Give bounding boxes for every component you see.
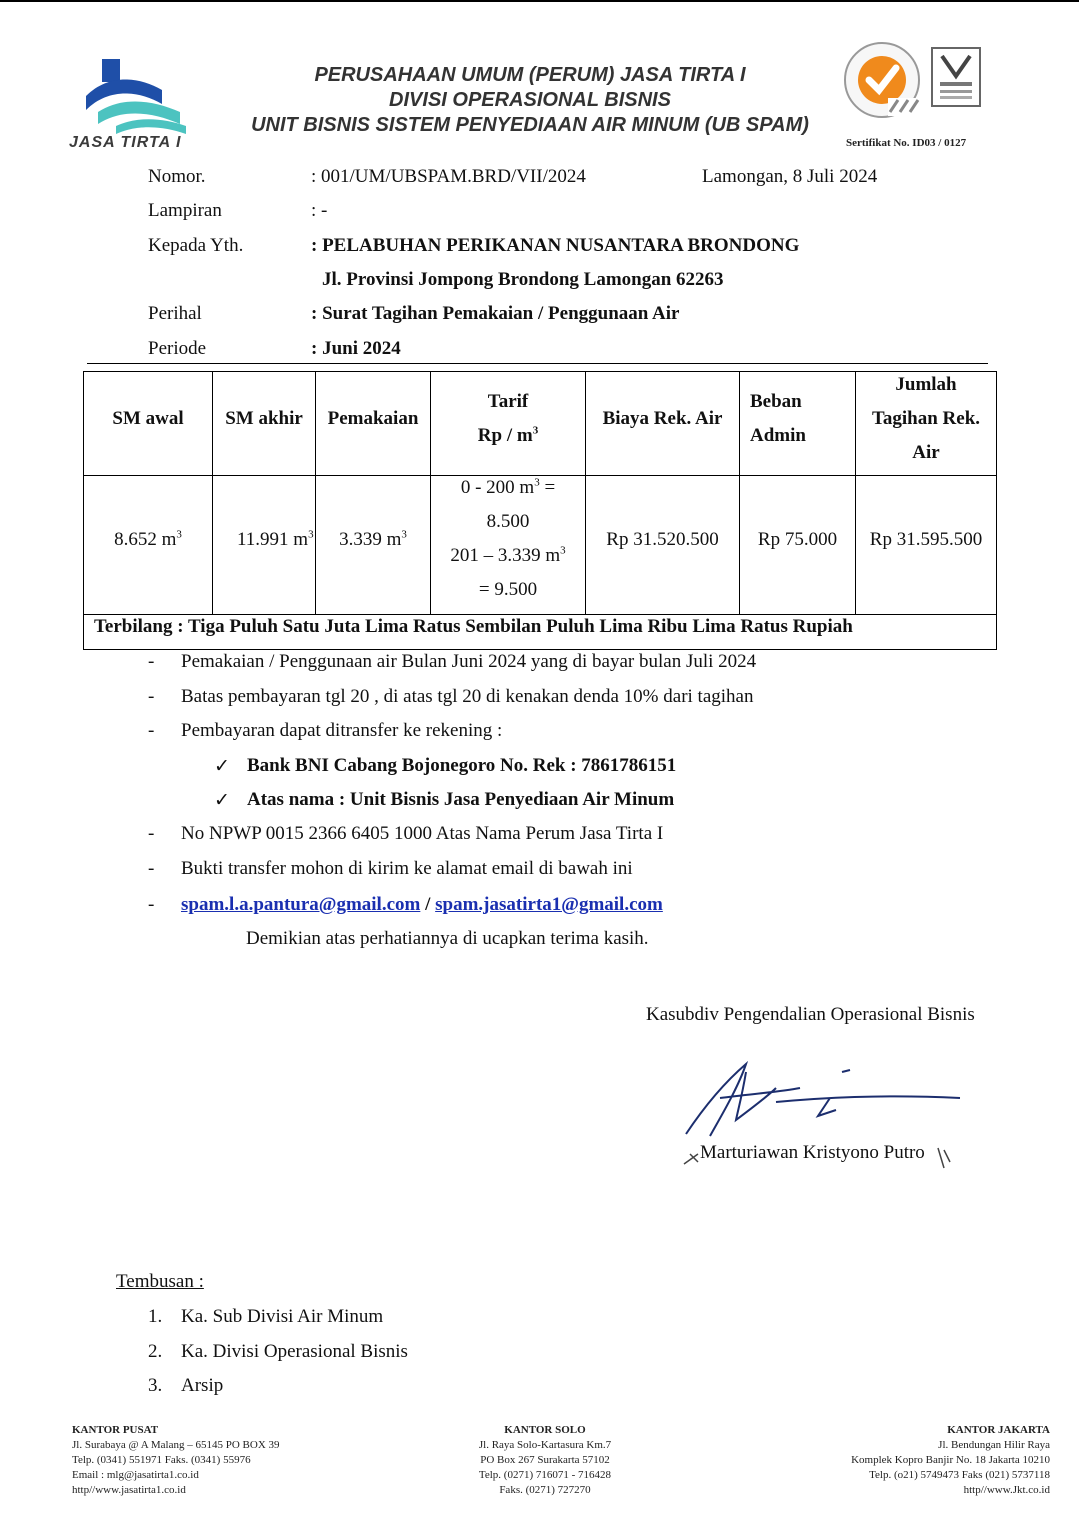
perihal-label: Perihal (148, 303, 202, 324)
footer-line: Telp. (o21) 5749473 Faks (021) 5737118 (869, 1469, 1050, 1481)
checkmark-icon: ✓ (214, 756, 230, 777)
col-sm-awal: SM awal (112, 408, 184, 429)
division-name: DIVISI OPERASIONAL BISNIS (389, 89, 671, 111)
note-deadline: Batas pembayaran tgl 20 , di atas tgl 20 di kenakan denda 10% dari tagihan (181, 686, 754, 707)
tarif-line4: = 9.500 (478, 579, 538, 600)
note-usage: Pemakaian / Penggunaan air Bulan Juni 2024 yang di bayar bulan Juli 2024 (181, 651, 757, 672)
tembusan-number: 2. (148, 1341, 163, 1362)
recipient-address: Jl. Provinsi Jompong Brondong Lamongan 62263 (322, 269, 724, 290)
nomor-label: Nomor. (148, 166, 206, 187)
bullet-dash: - (148, 858, 155, 879)
col-tarif (431, 385, 585, 453)
cell-jumlah: Rp 31.595.500 (869, 529, 983, 550)
cell-tarif (431, 471, 585, 607)
footer-line: http//www.jasatirta1.co.id (72, 1484, 186, 1496)
cell-pemakaian: 3.339 $m^3$ (339, 528, 407, 550)
tembusan-number: 1. (148, 1306, 163, 1327)
note-transfer: Pembayaran dapat ditransfer ke rekening : (181, 720, 503, 741)
terbilang: Terbilang : Tiga Puluh Satu Juta Lima Ratus Sembilan Puluh Lima Ribu Lima Ratus Rupiah (94, 616, 853, 637)
col-jumlah-line1: Jumlah (895, 374, 957, 395)
kan-accreditation-seal-icon (930, 46, 982, 108)
company-name: PERUSAHAAN UMUM (PERUM) JASA TIRTA I (314, 64, 746, 86)
col-sm-akhir: SM akhir (225, 408, 303, 429)
tembusan-item: Ka. Divisi Operasional Bisnis (181, 1341, 408, 1362)
checkmark-icon: ✓ (214, 790, 230, 811)
signatory-title: Kasubdiv Pengendalian Operasional Bisnis (646, 1004, 975, 1025)
email-link-2[interactable]: spam.jasatirta1@gmail.com (435, 894, 663, 915)
note-npwp: No NPWP 0015 2366 6405 1000 Atas Nama Perum Jasa Tirta I (181, 823, 664, 844)
footer-kantor-jakarta (851, 1423, 1050, 1498)
tembusan-item: Ka. Sub Divisi Air Minum (181, 1306, 384, 1327)
lampiran-label: Lampiran (148, 200, 222, 221)
col-pemakaian: Pemakaian (327, 408, 419, 429)
signatory-name: Marturiawan Kristyono Putro (700, 1142, 925, 1163)
kepada-label: Kepada Yth. (148, 235, 244, 256)
letter-date: Lamongan, 8 Juli 2024 (702, 166, 878, 187)
col-beban-line1: Beban (750, 391, 802, 412)
tarif-line2: 8.500 (486, 511, 530, 532)
note-proof: Bukti transfer mohon di kirim ke alamat email di bawah ini (181, 858, 633, 879)
col-jumlah-line3: Air (912, 442, 940, 463)
email-links (181, 894, 663, 916)
periode-label: Periode (148, 338, 207, 359)
billing-table (83, 371, 997, 650)
col-jumlah-line2: Tagihan Rek. (871, 408, 981, 429)
divider (87, 363, 988, 364)
perihal-value: : Surat Tagihan Pemakaian / Penggunaan Air (311, 303, 680, 324)
footer-title: KANTOR SOLO (504, 1424, 586, 1436)
col-beban-line2: Admin (750, 425, 806, 446)
footer-line: Komplek Kopro Banjir No. 18 Jakarta 10210 (851, 1454, 1050, 1466)
bullet-dash: - (148, 651, 155, 672)
footer-line: Email : mlg@jasatirta1.co.id (72, 1469, 199, 1481)
footer-line: Jl. Bendungan Hilir Raya (938, 1439, 1050, 1451)
periode-value: : Juni 2024 (311, 338, 401, 359)
recipient-name: : PELABUHAN PERIKANAN NUSANTARA BRONDONG (311, 235, 800, 256)
cell-sm-akhir: 11.991 $m^3$ (237, 528, 314, 550)
col-jumlah (856, 368, 996, 470)
tarif-line3: 201 – 3.339 $m^3$ (450, 544, 566, 566)
top-border (0, 0, 1079, 2)
col-biaya: Biaya Rek. Air (602, 408, 723, 429)
bullet-dash: - (148, 823, 155, 844)
unit-name: UNIT BISNIS SISTEM PENYEDIAAN AIR MINUM (UB SPAM) (251, 114, 809, 136)
footer-line: Jl. Surabaya @ A Malang – 65145 PO BOX 39 (72, 1439, 280, 1451)
tarif-line1: 0 - 200 $m^3$ = (460, 476, 556, 498)
nomor-value: : 001/UM/UBSPAM.BRD/VII/2024 (311, 166, 586, 187)
email-link-1[interactable]: spam.l.a.pantura@gmail.com (181, 894, 421, 915)
col-tarif-line2: Rp / $m^3$ (477, 424, 539, 446)
footer-kantor-pusat (72, 1423, 280, 1498)
account-holder: Atas nama : Unit Bisnis Jasa Penyediaan Air Minum (247, 789, 675, 810)
bullet-dash: - (148, 720, 155, 741)
bank-account: Bank BNI Cabang Bojonegoro No. Rek : 7861786151 (247, 755, 677, 776)
footer-title: KANTOR PUSAT (72, 1424, 159, 1436)
footer-line: Jl. Raya Solo-Kartasura Km.7 (478, 1439, 612, 1451)
certificate-number: Sertifikat No. ID03 / 0127 (846, 137, 967, 149)
tembusan-title: Tembusan : (116, 1271, 204, 1292)
footer-kantor-solo (440, 1423, 650, 1498)
lampiran-value: : - (311, 200, 328, 221)
footer-title: KANTOR JAKARTA (947, 1424, 1050, 1436)
tembusan-number: 3. (148, 1375, 163, 1396)
bullet-dash: - (148, 686, 155, 707)
cell-biaya: Rp 31.520.500 (606, 529, 719, 550)
footer-line: http//www.Jkt.co.id (963, 1484, 1050, 1496)
email-separator: / (420, 894, 436, 915)
cell-sm-awal: 8.652 $m^3$ (114, 528, 182, 550)
footer-line: Faks. (0271) 727270 (499, 1484, 591, 1496)
footer-line: Telp. (0341) 551971 Faks. (0341) 55976 (72, 1454, 251, 1466)
footer-line: Telp. (0271) 716071 - 716428 (478, 1469, 612, 1481)
footer-line: PO Box 267 Surakarta 57102 (480, 1454, 610, 1466)
iso-certification-seal-icon (838, 40, 928, 124)
logo-text: JASA TIRTA I (69, 134, 182, 151)
cell-beban: Rp 75.000 (757, 529, 838, 550)
col-tarif-line1: Tarif (487, 391, 529, 412)
tembusan-item: Arsip (181, 1375, 224, 1396)
col-beban (750, 385, 850, 453)
closing-sentence: Demikian atas perhatiannya di ucapkan terima kasih. (246, 928, 649, 949)
bullet-dash: - (148, 894, 155, 915)
